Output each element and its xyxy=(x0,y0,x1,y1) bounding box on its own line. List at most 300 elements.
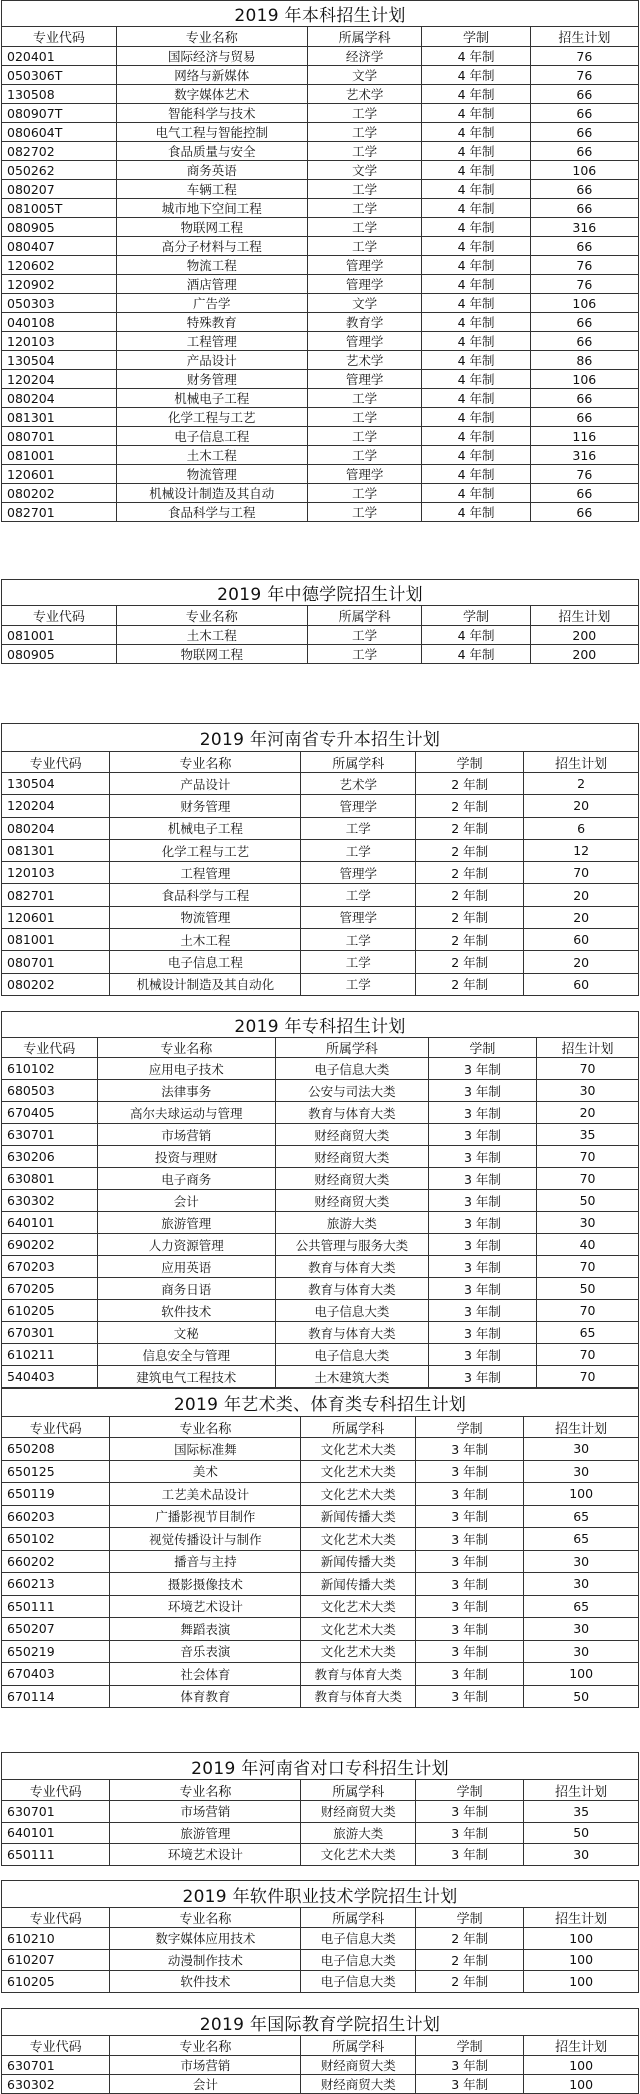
quota-cell: 76 xyxy=(530,256,638,275)
table-row xyxy=(2,1460,639,1483)
code-cell: 650102 xyxy=(2,1528,110,1551)
major-cell: 高尔夫球运动与管理 xyxy=(97,1102,275,1124)
discipline-cell: 工学 xyxy=(301,973,416,995)
major-cell: 环境艺术设计 xyxy=(110,1844,301,1866)
discipline-cell: 管理学 xyxy=(307,256,422,275)
major-cell: 物联网工程 xyxy=(116,645,307,664)
major-cell: 文秘 xyxy=(97,1322,275,1344)
quota-cell: 70 xyxy=(537,1256,639,1278)
code-cell: 120204 xyxy=(2,795,110,817)
table-row xyxy=(2,862,639,884)
code-cell: 670301 xyxy=(2,1322,98,1344)
table-row xyxy=(2,484,639,503)
major-cell: 国际经济与贸易 xyxy=(116,47,307,66)
quota-cell: 100 xyxy=(524,1928,639,1950)
column-header: 专业代码 xyxy=(2,752,110,773)
major-cell: 市场营销 xyxy=(110,2056,301,2075)
code-cell: 610207 xyxy=(2,1949,110,1971)
duration-cell: 2 年制 xyxy=(416,973,524,995)
duration-cell: 4 年制 xyxy=(422,446,530,465)
discipline-cell: 财经商贸大类 xyxy=(275,1168,428,1190)
discipline-cell: 文化艺术大类 xyxy=(301,1618,416,1641)
duration-cell: 4 年制 xyxy=(422,465,530,484)
section-undergrad xyxy=(1,0,639,522)
table-row xyxy=(2,817,639,839)
table-row xyxy=(2,1822,639,1844)
quota-cell: 40 xyxy=(537,1234,639,1256)
code-cell: 650111 xyxy=(2,1595,110,1618)
table-row xyxy=(2,313,639,332)
header-row xyxy=(2,1417,639,1438)
section-arts xyxy=(1,1388,639,1708)
duration-cell: 4 年制 xyxy=(422,237,530,256)
discipline-cell: 新闻传播大类 xyxy=(301,1550,416,1573)
column-header: 专业名称 xyxy=(110,1908,301,1928)
major-cell: 美术 xyxy=(110,1460,301,1483)
major-cell: 建筑电气工程技术 xyxy=(97,1366,275,1388)
major-cell: 特殊教育 xyxy=(116,313,307,332)
major-cell: 电子信息工程 xyxy=(116,427,307,446)
quota-cell: 30 xyxy=(524,1550,639,1573)
quota-cell: 66 xyxy=(530,332,638,351)
table-row xyxy=(2,427,639,446)
table-row xyxy=(2,1528,639,1551)
table-row xyxy=(2,1300,639,1322)
duration-cell: 3 年制 xyxy=(416,2075,524,2094)
code-cell: 020401 xyxy=(2,47,117,66)
discipline-cell: 电子信息大类 xyxy=(275,1300,428,1322)
duration-cell: 4 年制 xyxy=(422,389,530,408)
code-cell: 670114 xyxy=(2,1685,110,1708)
quota-cell: 70 xyxy=(524,862,639,884)
section-title: 2019 年河南省专升本招生计划 xyxy=(2,724,639,752)
code-cell: 670205 xyxy=(2,1278,98,1300)
duration-cell: 3 年制 xyxy=(428,1256,536,1278)
quota-cell: 106 xyxy=(530,370,638,389)
section-title: 2019 年河南省对口专科招生计划 xyxy=(2,1753,639,1780)
column-header: 专业代码 xyxy=(2,606,117,626)
discipline-cell: 教育与体育大类 xyxy=(301,1663,416,1686)
quota-cell: 200 xyxy=(530,645,638,664)
duration-cell: 3 年制 xyxy=(428,1102,536,1124)
discipline-cell: 艺术学 xyxy=(307,351,422,370)
table-vocational xyxy=(1,1011,639,1388)
quota-cell: 50 xyxy=(524,1685,639,1708)
code-cell: 120601 xyxy=(2,906,110,928)
discipline-cell: 工学 xyxy=(307,427,422,446)
duration-cell: 4 年制 xyxy=(422,626,530,645)
table-row xyxy=(2,408,639,427)
duration-cell: 2 年制 xyxy=(416,862,524,884)
duration-cell: 4 年制 xyxy=(422,313,530,332)
discipline-cell: 新闻传播大类 xyxy=(301,1505,416,1528)
quota-cell: 35 xyxy=(537,1124,639,1146)
discipline-cell: 工学 xyxy=(307,123,422,142)
header-row xyxy=(2,27,639,47)
code-cell: 080204 xyxy=(2,389,117,408)
quota-cell: 70 xyxy=(537,1300,639,1322)
quota-cell: 316 xyxy=(530,218,638,237)
major-cell: 商务日语 xyxy=(97,1278,275,1300)
discipline-cell: 管理学 xyxy=(307,465,422,484)
discipline-cell: 文化艺术大类 xyxy=(301,1595,416,1618)
duration-cell: 4 年制 xyxy=(422,332,530,351)
section-title: 2019 年艺术类、体育类专科招生计划 xyxy=(2,1389,639,1417)
major-cell: 商务英语 xyxy=(116,161,307,180)
major-cell: 旅游管理 xyxy=(110,1822,301,1844)
major-cell: 国际标准舞 xyxy=(110,1438,301,1461)
table-row xyxy=(2,66,639,85)
discipline-cell: 工学 xyxy=(307,218,422,237)
code-cell: 650207 xyxy=(2,1618,110,1641)
discipline-cell: 文学 xyxy=(307,294,422,313)
duration-cell: 2 年制 xyxy=(416,773,524,795)
table-zhongde xyxy=(1,579,639,664)
discipline-cell: 工学 xyxy=(307,142,422,161)
section-title: 2019 年专科招生计划 xyxy=(2,1012,639,1038)
quota-cell: 30 xyxy=(524,1618,639,1641)
table-row xyxy=(2,389,639,408)
discipline-cell: 工学 xyxy=(301,817,416,839)
quota-cell: 50 xyxy=(537,1190,639,1212)
duration-cell: 3 年制 xyxy=(416,1595,524,1618)
table-row xyxy=(2,351,639,370)
code-cell: 120602 xyxy=(2,256,117,275)
duration-cell: 4 年制 xyxy=(422,370,530,389)
duration-cell: 3 年制 xyxy=(428,1344,536,1366)
column-header: 招生计划 xyxy=(524,1780,639,1801)
discipline-cell: 旅游大类 xyxy=(301,1822,416,1844)
table-row xyxy=(2,1928,639,1950)
column-header: 专业名称 xyxy=(97,1038,275,1058)
code-cell: 640101 xyxy=(2,1822,110,1844)
duration-cell: 3 年制 xyxy=(428,1168,536,1190)
discipline-cell: 管理学 xyxy=(307,275,422,294)
discipline-cell: 电子信息大类 xyxy=(301,1928,416,1950)
major-cell: 摄影摄像技术 xyxy=(110,1573,301,1596)
quota-cell: 70 xyxy=(537,1146,639,1168)
duration-cell: 3 年制 xyxy=(416,1822,524,1844)
major-cell: 机械设计制造及其自动化 xyxy=(110,973,301,995)
table-row xyxy=(2,645,639,664)
duration-cell: 4 年制 xyxy=(422,66,530,85)
duration-cell: 3 年制 xyxy=(416,1505,524,1528)
code-cell: 640101 xyxy=(2,1212,98,1234)
column-header: 招生计划 xyxy=(524,752,639,773)
quota-cell: 30 xyxy=(524,1640,639,1663)
column-header: 所属学科 xyxy=(301,1417,416,1438)
column-header: 学制 xyxy=(416,1908,524,1928)
discipline-cell: 公共管理与服务大类 xyxy=(275,1234,428,1256)
duration-cell: 3 年制 xyxy=(416,1460,524,1483)
quota-cell: 70 xyxy=(537,1344,639,1366)
column-header: 专业代码 xyxy=(2,1908,110,1928)
discipline-cell: 工学 xyxy=(307,389,422,408)
duration-cell: 4 年制 xyxy=(422,104,530,123)
quota-cell: 30 xyxy=(524,1573,639,1596)
table-row xyxy=(2,1685,639,1708)
table-row xyxy=(2,1322,639,1344)
code-cell: 081001 xyxy=(2,929,110,951)
major-cell: 车辆工程 xyxy=(116,180,307,199)
quota-cell: 30 xyxy=(537,1212,639,1234)
table-row xyxy=(2,906,639,928)
code-cell: 680503 xyxy=(2,1080,98,1102)
duration-cell: 4 年制 xyxy=(422,645,530,664)
discipline-cell: 文化艺术大类 xyxy=(301,1460,416,1483)
code-cell: 120601 xyxy=(2,465,117,484)
quota-cell: 30 xyxy=(524,1438,639,1461)
duration-cell: 3 年制 xyxy=(416,1801,524,1823)
major-cell: 会计 xyxy=(97,1190,275,1212)
duration-cell: 4 年制 xyxy=(422,503,530,522)
duration-cell: 3 年制 xyxy=(416,1663,524,1686)
header-row xyxy=(2,1038,639,1058)
major-cell: 土木工程 xyxy=(116,626,307,645)
table-row xyxy=(2,1256,639,1278)
discipline-cell: 电子信息大类 xyxy=(301,1949,416,1971)
quota-cell: 30 xyxy=(524,1460,639,1483)
discipline-cell: 管理学 xyxy=(301,862,416,884)
major-cell: 投资与理财 xyxy=(97,1146,275,1168)
table-software xyxy=(1,1880,639,1993)
code-cell: 610210 xyxy=(2,1928,110,1950)
column-header: 招生计划 xyxy=(537,1038,639,1058)
table-row xyxy=(2,1618,639,1641)
duration-cell: 3 年制 xyxy=(416,2056,524,2075)
duration-cell: 3 年制 xyxy=(416,1550,524,1573)
table-row xyxy=(2,465,639,484)
code-cell: 081301 xyxy=(2,408,117,427)
quota-cell: 66 xyxy=(530,123,638,142)
column-header: 所属学科 xyxy=(307,606,422,626)
discipline-cell: 文学 xyxy=(307,66,422,85)
column-header: 招生计划 xyxy=(530,606,638,626)
code-cell: 120902 xyxy=(2,275,117,294)
table-row xyxy=(2,1573,639,1596)
table-row xyxy=(2,123,639,142)
discipline-cell: 土木建筑大类 xyxy=(275,1366,428,1388)
table-duikou xyxy=(1,1752,639,1866)
code-cell: 080207 xyxy=(2,180,117,199)
code-cell: 660213 xyxy=(2,1573,110,1596)
code-cell: 120103 xyxy=(2,332,117,351)
table-row xyxy=(2,104,639,123)
table-row xyxy=(2,1058,639,1080)
major-cell: 市场营销 xyxy=(97,1124,275,1146)
quota-cell: 66 xyxy=(530,237,638,256)
discipline-cell: 电子信息大类 xyxy=(275,1344,428,1366)
duration-cell: 4 年制 xyxy=(422,199,530,218)
column-header: 专业代码 xyxy=(2,27,117,47)
discipline-cell: 工学 xyxy=(307,645,422,664)
discipline-cell: 文化艺术大类 xyxy=(301,1438,416,1461)
table-row xyxy=(2,929,639,951)
duration-cell: 2 年制 xyxy=(416,1928,524,1950)
major-cell: 市场营销 xyxy=(110,1801,301,1823)
quota-cell: 100 xyxy=(524,1483,639,1506)
code-cell: 670203 xyxy=(2,1256,98,1278)
table-row xyxy=(2,1550,639,1573)
code-cell: 630701 xyxy=(2,1124,98,1146)
major-cell: 软件技术 xyxy=(97,1300,275,1322)
discipline-cell: 工学 xyxy=(307,180,422,199)
code-cell: 130508 xyxy=(2,85,117,104)
code-cell: 080907T xyxy=(2,104,117,123)
table-undergrad xyxy=(1,0,639,522)
duration-cell: 3 年制 xyxy=(416,1618,524,1641)
table-row xyxy=(2,1212,639,1234)
table-row xyxy=(2,256,639,275)
column-header: 所属学科 xyxy=(301,2036,416,2056)
quota-cell: 65 xyxy=(537,1322,639,1344)
table-arts xyxy=(1,1388,639,1708)
quota-cell: 65 xyxy=(524,1595,639,1618)
major-cell: 舞蹈表演 xyxy=(110,1618,301,1641)
quota-cell: 66 xyxy=(530,313,638,332)
quota-cell: 50 xyxy=(524,1822,639,1844)
quota-cell: 100 xyxy=(524,1663,639,1686)
quota-cell: 66 xyxy=(530,85,638,104)
major-cell: 播音与主持 xyxy=(110,1550,301,1573)
major-cell: 酒店管理 xyxy=(116,275,307,294)
column-header: 专业名称 xyxy=(110,2036,301,2056)
major-cell: 食品科学与工程 xyxy=(116,503,307,522)
discipline-cell: 教育与体育大类 xyxy=(301,1685,416,1708)
major-cell: 应用电子技术 xyxy=(97,1058,275,1080)
quota-cell: 65 xyxy=(524,1505,639,1528)
major-cell: 社会体育 xyxy=(110,1663,301,1686)
table-row xyxy=(2,503,639,522)
major-cell: 机械设计制造及其自动 xyxy=(116,484,307,503)
discipline-cell: 艺术学 xyxy=(301,773,416,795)
code-cell: 660203 xyxy=(2,1505,110,1528)
major-cell: 土木工程 xyxy=(110,929,301,951)
duration-cell: 4 年制 xyxy=(422,256,530,275)
section-vocational xyxy=(1,1011,639,1388)
duration-cell: 2 年制 xyxy=(416,839,524,861)
duration-cell: 3 年制 xyxy=(428,1124,536,1146)
duration-cell: 2 年制 xyxy=(416,1971,524,1993)
code-cell: 050306T xyxy=(2,66,117,85)
discipline-cell: 工学 xyxy=(301,929,416,951)
column-header: 所属学科 xyxy=(275,1038,428,1058)
discipline-cell: 文化艺术大类 xyxy=(301,1640,416,1663)
duration-cell: 4 年制 xyxy=(422,408,530,427)
major-cell: 动漫制作技术 xyxy=(110,1949,301,1971)
code-cell: 630701 xyxy=(2,2056,110,2075)
discipline-cell: 教育与体育大类 xyxy=(275,1322,428,1344)
column-header: 招生计划 xyxy=(524,1908,639,1928)
discipline-cell: 电子信息大类 xyxy=(275,1058,428,1080)
major-cell: 人力资源管理 xyxy=(97,1234,275,1256)
duration-cell: 4 年制 xyxy=(422,294,530,313)
major-cell: 工艺美术品设计 xyxy=(110,1483,301,1506)
quota-cell: 106 xyxy=(530,294,638,313)
code-cell: 610102 xyxy=(2,1058,98,1080)
duration-cell: 3 年制 xyxy=(416,1573,524,1596)
code-cell: 650125 xyxy=(2,1460,110,1483)
major-cell: 网络与新媒体 xyxy=(116,66,307,85)
quota-cell: 20 xyxy=(524,795,639,817)
code-cell: 080202 xyxy=(2,973,110,995)
duration-cell: 2 年制 xyxy=(416,1949,524,1971)
major-cell: 产品设计 xyxy=(110,773,301,795)
code-cell: 081001 xyxy=(2,626,117,645)
quota-cell: 30 xyxy=(537,1080,639,1102)
major-cell: 应用英语 xyxy=(97,1256,275,1278)
duration-cell: 3 年制 xyxy=(428,1366,536,1388)
quota-cell: 70 xyxy=(537,1366,639,1388)
discipline-cell: 工学 xyxy=(307,104,422,123)
major-cell: 物流管理 xyxy=(116,465,307,484)
code-cell: 080202 xyxy=(2,484,117,503)
code-cell: 610205 xyxy=(2,1300,98,1322)
table-row xyxy=(2,1438,639,1461)
quota-cell: 66 xyxy=(530,484,638,503)
major-cell: 机械电子工程 xyxy=(110,817,301,839)
duration-cell: 4 年制 xyxy=(422,218,530,237)
table-row xyxy=(2,839,639,861)
major-cell: 广告学 xyxy=(116,294,307,313)
quota-cell: 100 xyxy=(524,1949,639,1971)
table-row xyxy=(2,1595,639,1618)
major-cell: 工程管理 xyxy=(110,862,301,884)
table-row xyxy=(2,2075,639,2094)
section-zhongde xyxy=(1,579,639,664)
discipline-cell: 文化艺术大类 xyxy=(301,1483,416,1506)
table-row xyxy=(2,142,639,161)
table-row xyxy=(2,1801,639,1823)
section-software xyxy=(1,1880,639,1993)
major-cell: 物流管理 xyxy=(110,906,301,928)
major-cell: 机械电子工程 xyxy=(116,389,307,408)
discipline-cell: 电子信息大类 xyxy=(301,1971,416,1993)
major-cell: 会计 xyxy=(110,2075,301,2094)
duration-cell: 3 年制 xyxy=(428,1146,536,1168)
table-row xyxy=(2,275,639,294)
duration-cell: 3 年制 xyxy=(416,1438,524,1461)
quota-cell: 60 xyxy=(524,973,639,995)
quota-cell: 12 xyxy=(524,839,639,861)
discipline-cell: 工学 xyxy=(301,839,416,861)
major-cell: 电子商务 xyxy=(97,1168,275,1190)
quota-cell: 100 xyxy=(524,1971,639,1993)
table-row xyxy=(2,1483,639,1506)
quota-cell: 60 xyxy=(524,929,639,951)
column-header: 学制 xyxy=(422,27,530,47)
quota-cell: 76 xyxy=(530,66,638,85)
discipline-cell: 工学 xyxy=(307,237,422,256)
table-row xyxy=(2,1168,639,1190)
major-cell: 法律事务 xyxy=(97,1080,275,1102)
table-row xyxy=(2,773,639,795)
discipline-cell: 财经商贸大类 xyxy=(275,1146,428,1168)
quota-cell: 66 xyxy=(530,389,638,408)
code-cell: 120204 xyxy=(2,370,117,389)
discipline-cell: 管理学 xyxy=(301,906,416,928)
code-cell: 130504 xyxy=(2,773,110,795)
column-header: 专业名称 xyxy=(116,606,307,626)
column-header: 专业名称 xyxy=(110,752,301,773)
quota-cell: 66 xyxy=(530,180,638,199)
quota-cell: 116 xyxy=(530,427,638,446)
column-header: 所属学科 xyxy=(301,1908,416,1928)
table-row xyxy=(2,1505,639,1528)
discipline-cell: 艺术学 xyxy=(307,85,422,104)
quota-cell: 316 xyxy=(530,446,638,465)
discipline-cell: 工学 xyxy=(301,951,416,973)
